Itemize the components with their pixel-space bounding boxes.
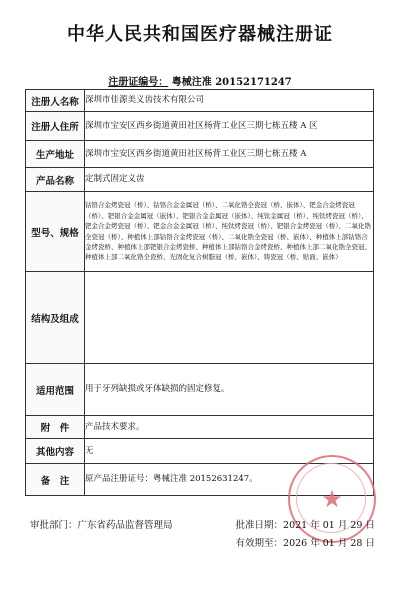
field-label: 型号、规格: [26, 192, 85, 272]
field-label: 备 注: [26, 464, 85, 496]
field-value: 原产品注册证号：粤械注准 20152631247。: [85, 464, 374, 496]
approval-date: 批准日期：2021 年 01 月 29 日: [235, 520, 375, 531]
field-value: 定制式固定义齿: [85, 168, 374, 192]
row-scope-of-application: [26, 364, 374, 416]
field-label: 结构及组成: [26, 272, 85, 364]
row-attachments: [26, 416, 374, 439]
row-registrant-address: [26, 112, 374, 141]
field-label: 注册人住所: [26, 112, 85, 141]
row-product-name: [26, 168, 374, 192]
row-registrant-name: [26, 90, 374, 112]
field-value: 产品技术要求。: [85, 416, 374, 439]
field-label: 产品名称: [26, 168, 85, 192]
valid-until-date: 有效期至：2026 年 01 月 28 日: [235, 538, 375, 549]
row-production-address: [26, 141, 374, 168]
field-label: 其他内容: [26, 439, 85, 464]
field-value: 深圳市佳源美义齿技术有限公司: [85, 90, 374, 112]
field-value: 深圳市宝安区西乡街道黄田社区杨背工业区三期七栋五楼 A: [85, 141, 374, 168]
certificate-table: [25, 89, 374, 496]
row-model-spec: [26, 192, 374, 272]
approval-department: 审批部门：广东省药品监督管理局: [30, 520, 173, 531]
field-label: 生产地址: [26, 141, 85, 168]
registration-number-line: [0, 73, 400, 88]
field-value: 用于牙列缺损或牙体缺损的固定修复。: [85, 364, 374, 416]
certificate-title: 中华人民共和国医疗器械注册证: [67, 24, 333, 45]
field-value: 无: [85, 439, 374, 464]
field-value: 钴铬合金烤瓷冠（桥）、钴铬合金金属冠（桥）、二氧化锆全瓷冠（桥、嵌体）、钯金合金烤瓷冠（桥）、钯银合金金属冠（嵌体）、钯银合金金属冠（嵌体）、纯钛金属冠（桥）、纯钛烤瓷冠（桥）、钯金合金烤瓷冠（桥）、钯金合金金属冠（桥）、纯钛烤瓷冠（桥）、钯银合金烤瓷冠（桥）、二氧化锆全瓷冠（桥）、种植体上部钴铬合金烤瓷冠（桥）、二氧化锆全瓷冠（桥、嵌体）、种植体上部钴铬合金烤瓷桥、种植体上部钯银合金烤瓷桥、种植体上部钴铬合金烤瓷桥、种植体上部二氧化锆全瓷冠、种植体上部二氧化锆全瓷桥、光固化复合树脂冠（桥、嵌体）、铸瓷冠（桥、贴面、嵌体）: [85, 192, 374, 272]
seal-star-icon: ★: [321, 485, 343, 513]
field-value: 深圳市宝安区西乡街道黄田社区杨背工业区三期七栋五楼 A 区: [85, 112, 374, 141]
field-label: 适用范围: [26, 364, 85, 416]
row-structure-composition: [26, 272, 374, 364]
registration-number-value: 粤械注准 20152171247: [171, 77, 292, 88]
field-label: 注册人名称: [26, 90, 85, 112]
registration-number-label: 注册证编号：: [108, 77, 169, 88]
field-value: [85, 272, 374, 364]
field-label: 附 件: [26, 416, 85, 439]
approval-line: [30, 517, 375, 531]
